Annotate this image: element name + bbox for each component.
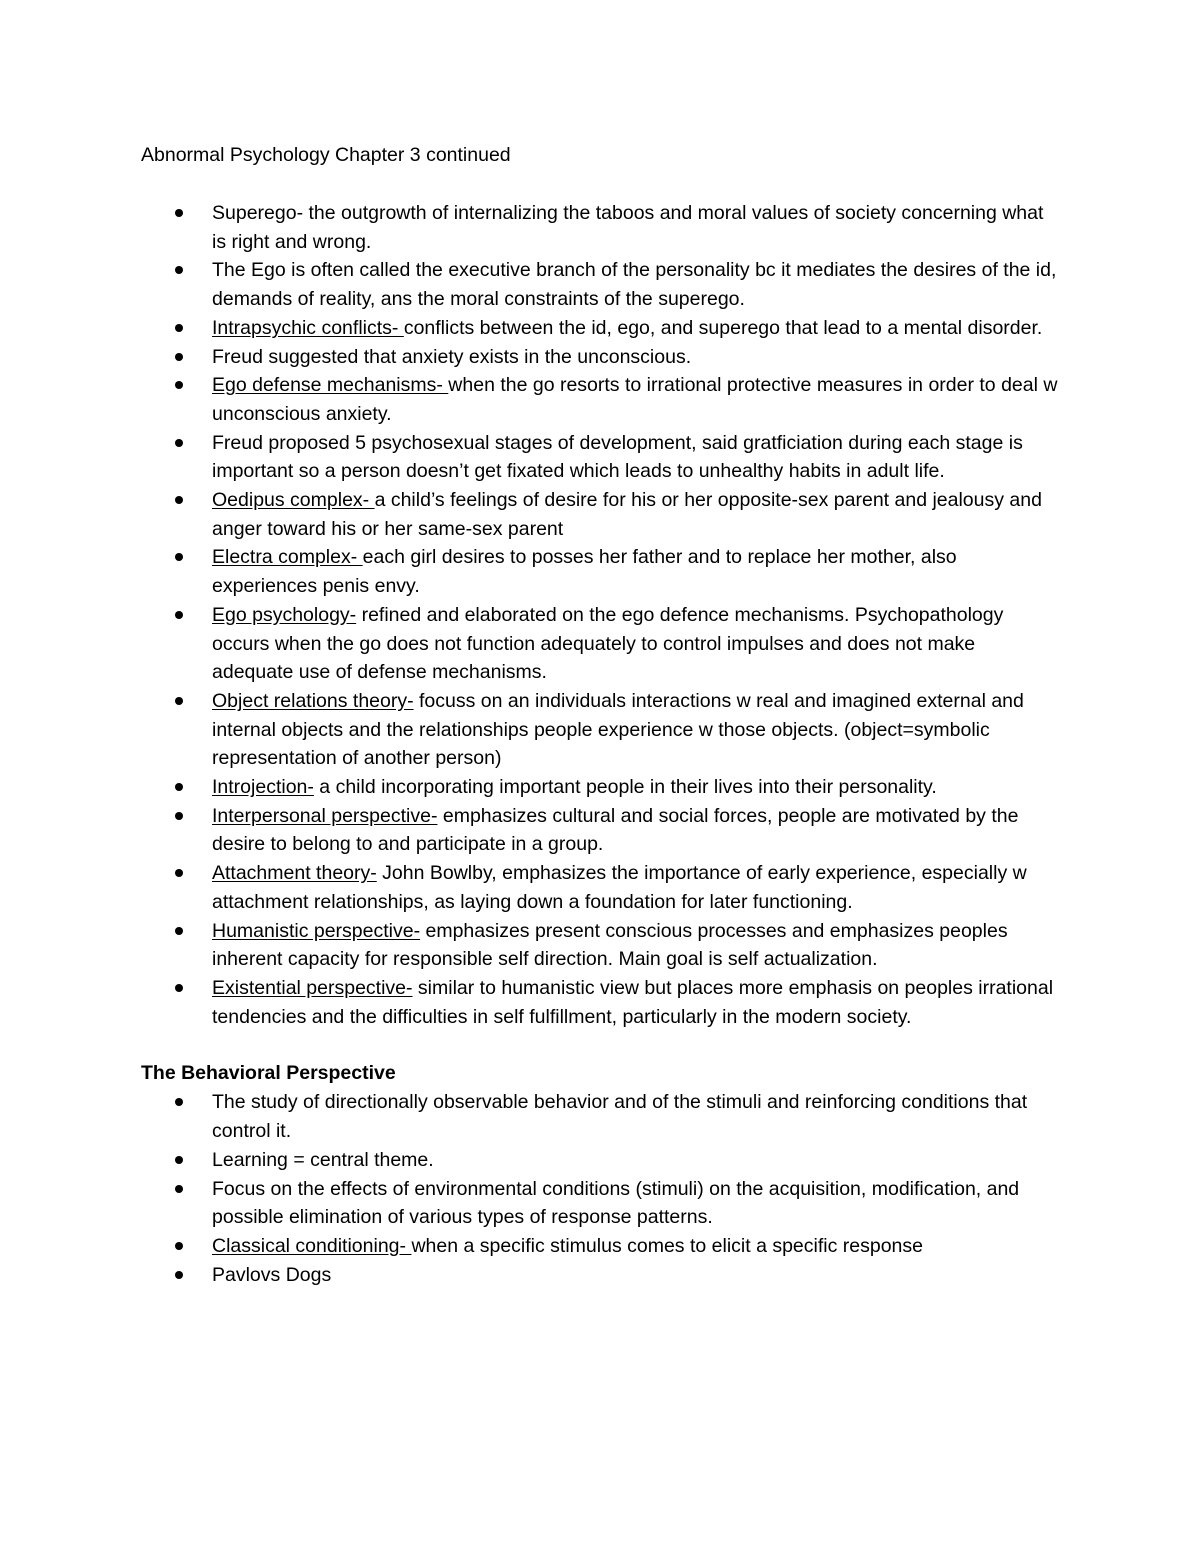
bullet-icon	[175, 266, 183, 274]
list-item	[141, 486, 1061, 543]
item-text: The Ego is often called the executive branch of the personality bc it mediates the desires of the id, demands of reality, ans the moral constraints of the superego.	[212, 259, 1057, 311]
bullet-icon	[175, 611, 183, 619]
document-page	[141, 141, 1061, 1289]
list-item	[141, 1261, 1061, 1290]
bullet-icon	[175, 209, 183, 217]
blank-line	[141, 1031, 1061, 1059]
item-text: a child incorporating important people in their lives into their personality.	[313, 776, 937, 799]
item-text: Pavlovs Dogs	[212, 1263, 332, 1286]
blank-line	[141, 170, 1061, 199]
list-item	[141, 1232, 1061, 1261]
term-label: Introjection-	[212, 776, 314, 799]
list-item	[141, 687, 1061, 773]
item-text: emphasizes cultural and social forces, people are motivated by the desire to belong to and participate in a group.	[212, 804, 1019, 856]
bullet-list-psychodynamic	[141, 199, 1061, 1031]
list-item	[141, 199, 1061, 256]
bullet-list-behavioral	[141, 1088, 1061, 1289]
item-text: Freud suggested that anxiety exists in the unconscious.	[212, 345, 692, 368]
item-text: The study of directionally observable behavior and of the stimuli and reinforcing conditions that control it.	[212, 1091, 1028, 1143]
list-item	[141, 974, 1061, 1031]
bullet-icon	[175, 1185, 183, 1193]
item-text: conflicts between the id, ego, and superego that lead to a mental disorder.	[403, 316, 1043, 339]
bullet-icon	[175, 1271, 183, 1279]
bullet-icon	[175, 381, 183, 389]
term-label: Attachment theory-	[212, 862, 377, 885]
term-label: Existential perspective-	[212, 976, 413, 999]
bullet-icon	[175, 783, 183, 791]
section-heading: The Behavioral Perspective	[141, 1062, 396, 1085]
term-label: Ego psychology-	[212, 603, 357, 626]
list-item	[141, 1146, 1061, 1175]
item-text: when the go resorts to irrational protective measures in order to deal w unconscious anxiety.	[212, 374, 1058, 425]
item-text: John Bowlby, emphasizes the importance of early experience, especially w attachment relationships, as laying down a foundation for later functioning.	[212, 862, 1027, 913]
list-item	[141, 343, 1061, 372]
term-label: Classical conditioning-	[212, 1234, 412, 1257]
term-label: Intrapsychic conflicts-	[212, 316, 404, 339]
item-text: focuss on an individuals interactions w real and imagined external and internal objects and the relationships people experience w those objects. (object=symbolic representation of another person)	[212, 689, 1024, 770]
item-text: Superego- the outgrowth of internalizing the taboos and moral values of society concerning what is right and wrong.	[212, 202, 1044, 253]
bullet-icon	[175, 439, 183, 447]
item-text: similar to humanistic view but places more emphasis on peoples irrational tendencies and the difficulties in self fulfillment, particularly in the modern society.	[212, 976, 1054, 1028]
bullet-icon	[175, 697, 183, 705]
bullet-icon	[175, 496, 183, 504]
list-item	[141, 1088, 1061, 1145]
bullet-icon	[175, 353, 183, 361]
list-item	[141, 314, 1061, 343]
bullet-icon	[175, 1156, 183, 1164]
list-item	[141, 917, 1061, 974]
term-label: Humanistic perspective-	[212, 919, 421, 942]
bullet-icon	[175, 1242, 183, 1250]
item-text: a child’s feelings of desire for his or her opposite-sex parent and jealousy and anger toward his or her same-sex parent	[212, 489, 1042, 540]
item-text: when a specific stimulus comes to elicit a specific response	[411, 1234, 923, 1257]
list-item	[141, 773, 1061, 802]
item-text: emphasizes present conscious processes and emphasizes peoples inherent capacity for responsible self direction. Main goal is self actualization.	[212, 919, 1008, 971]
list-item	[141, 256, 1061, 313]
term-label: Electra complex-	[212, 546, 363, 569]
item-text: Focus on the effects of environmental conditions (stimuli) on the acquisition, modification, and possible elimination of various types of response patterns.	[212, 1177, 1020, 1229]
list-item	[141, 371, 1061, 428]
bullet-icon	[175, 553, 183, 561]
list-item	[141, 802, 1061, 859]
item-text: refined and elaborated on the ego defence mechanisms. Psychopathology occurs when the go does not function adequately to control impulses and does not make adequate use of defense mechanisms.	[212, 603, 1004, 684]
bullet-icon	[175, 869, 183, 877]
list-item	[141, 859, 1061, 916]
bullet-icon	[175, 324, 183, 332]
list-item	[141, 543, 1061, 600]
item-text: Learning = central theme.	[212, 1148, 434, 1171]
term-label: Interpersonal perspective-	[212, 804, 438, 827]
document-title: Abnormal Psychology Chapter 3 continued	[141, 144, 511, 166]
bullet-icon	[175, 1098, 183, 1106]
term-label: Oedipus complex-	[212, 489, 375, 512]
item-text: each girl desires to posses her father and to replace her mother, also experiences penis envy.	[212, 546, 957, 598]
term-label: Ego defense mechanisms-	[212, 374, 449, 397]
bullet-icon	[175, 927, 183, 935]
bullet-icon	[175, 984, 183, 992]
list-item	[141, 1175, 1061, 1232]
term-label: Object relations theory-	[212, 689, 414, 712]
list-item	[141, 429, 1061, 486]
item-text: Freud proposed 5 psychosexual stages of development, said gratficiation during each stage is important so a person doesn’t get fixated which leads to unhealthy habits in adult life.	[212, 431, 1023, 483]
bullet-icon	[175, 812, 183, 820]
list-item	[141, 601, 1061, 687]
